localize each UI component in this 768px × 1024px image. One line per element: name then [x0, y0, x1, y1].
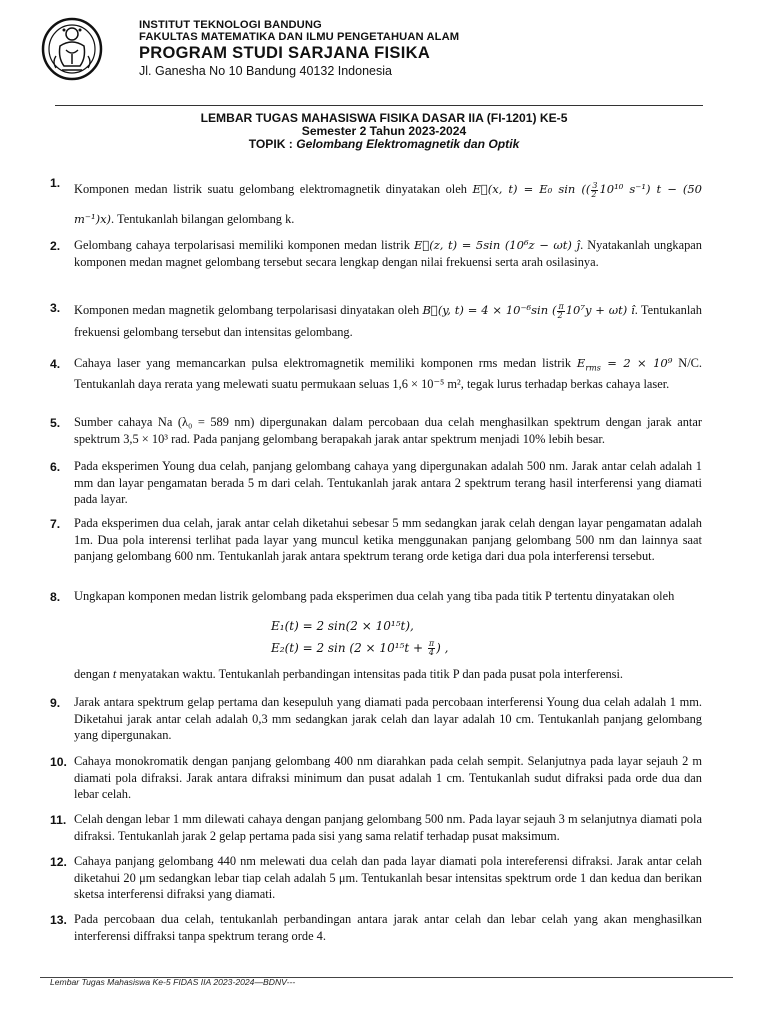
question-text: Pada eksperimen dua celah, jarak antar celah diketahui sebesar 5 mm sedangkan jarak celah dengan layar pengamatan adalah 1m. Dua pola interensi terlihat pada layar yang muncul ketika menggunakan panjang gelombang 500 nm dan lainnya saat panjang gelombang 600 nm. Tentukanlah jarak antara spektrum terang orde ketiga dari dua pola interferensi tersebut.: [74, 516, 702, 563]
question-text: Cahaya panjang gelombang 440 nm melewati dua celah dan pada layar diamati pola intereferensi difraksi. Jarak antar celah diketahui 20 μm sedangkan lebar tiap celah adalah 5 μm. Tentukanlah besar intensitas spektrum orde 1 dan kedua dan berikan sketsa interferensi difraksi yang diamati.: [74, 854, 702, 901]
question-7: [50, 515, 702, 565]
question-5: [50, 414, 702, 448]
question-number: 6.: [50, 460, 61, 474]
question-2: [50, 237, 702, 271]
question-12: [50, 853, 702, 903]
question-number: 3.: [50, 301, 61, 315]
topic-line: [0, 138, 768, 151]
question-text: Gelombang cahaya terpolarisasi memiliki komponen medan listrik E⃗(z, t) = 5sin (10⁶z − ωt) ĵ. Nyatakanlah ungkapan komponen medan magnet gelombang tersebut secara lengkap dengan nilai frekuensi serta arah osilasinya.: [74, 238, 702, 269]
equation-e2: E₂(t) = 2 sin (2 × 10¹⁵t + $\frac{\pi}{4}$ ) ,: [271, 639, 449, 657]
question-10: [50, 753, 702, 803]
question-number: 12.: [50, 855, 67, 869]
institution-header: [139, 19, 459, 79]
question-text: Ungkapan komponen medan listrik gelombang pada eksperimen dua celah yang tiba pada titik P tertentu dinyatakan oleh: [74, 589, 675, 603]
question-8: [50, 588, 702, 605]
semester-label: Semester 2 Tahun 2023-2024: [301, 124, 467, 138]
question-text: Cahaya laser yang memancarkan pulsa elektromagnetik memiliki komponen rms medan listrik $E_{rms} = 2 \times 10^9$ N/C. Tentukanlah daya rerata yang melewati suatu permukaan seluas 1,6 × 10⁻⁵ m², tegak lurus terhadap berkas cahaya laser.: [74, 356, 702, 392]
question-number: 1.: [50, 176, 61, 190]
question-number: 9.: [50, 696, 61, 710]
program-name: PROGRAM STUDI SARJANA FISIKA: [139, 44, 431, 62]
question-text: dengan t menyatakan waktu. Tentukanlah perbandingan intensitas pada titik P dan pada pusat pola interferensi.: [74, 667, 623, 681]
question-number: 11.: [50, 813, 67, 827]
equation: E⃗(x, t) = E₀ sin (( $\frac{3}{2}$ 10¹⁰ s⁻¹) t − (50 m⁻¹)x): [74, 180, 703, 226]
question-8-continued: [50, 666, 702, 683]
question-number: 10.: [50, 755, 67, 769]
question-13: [50, 911, 702, 944]
question-6: [50, 458, 702, 508]
question-number: 2.: [50, 239, 61, 253]
sheet-title-block: [0, 112, 768, 151]
question-number: 8.: [50, 590, 61, 604]
itb-ganesha-logo: [40, 16, 104, 82]
equation: E⃗(z, t) = 5sin (10⁶z − ωt) ĵ: [413, 238, 581, 252]
question-text: Jarak antara spektrum gelap pertama dan kesepuluh yang diamati pada percobaan interferensi Young dua celah adalah 1 mm. Diketahui jarak antar celah adalah 0,3 mm sedangkan jarak celah dan layar adalah 10 cm. Tentukanlah panjang gelombang yang dipergunakan.: [74, 695, 702, 742]
question-11: [50, 811, 702, 844]
footer-text: Lembar Tugas Mahasiswa Ke-5 FIDAS IIA 2023-2024—BDNV---: [50, 977, 296, 987]
question-9: [50, 694, 702, 744]
header-divider: [55, 105, 703, 106]
question-8-equations: [271, 616, 448, 658]
question-text: Komponen medan listrik suatu gelombang elektromagnetik dinyatakan oleh E⃗(x, t) = E₀ sin (( $\frac{3}{2}$ 10¹⁰ s⁻¹) t − (50 m⁻¹)x). Tentukanlah bilangan gelombang k.: [74, 180, 703, 226]
equation-e1: E₁(t) = 2 sin(2 × 10¹⁵t),: [271, 619, 414, 633]
question-number: 5.: [50, 416, 61, 430]
question-text: Celah dengan lebar 1 mm dilewati cahaya dengan panjang gelombang 500 nm. Pada layar sejauh 3 m selanjutnya diamati pola difraksi. Tentukanlah jarak 2 gelap pertama pada sisi yang sama relatif terhadap pusat maksimum.: [74, 812, 702, 843]
question-text: Sumber cahaya Na (λ₀ = 589 nm) dipergunakan dalam percobaan dua celah menghasilkan spektrum dengan jarak antar spektrum 3,5 × 10³ rad. Pada panjang gelombang berapakah jarak antar spektrum menjadi 10% lebih besar.: [74, 415, 702, 446]
question-4: [50, 355, 702, 392]
question-1: [50, 174, 702, 234]
question-3: [50, 299, 702, 343]
question-number: 13.: [50, 913, 67, 927]
question-text: Pada percobaan dua celah, tentukanlah perbandingan antara jarak antar celah dan lebar celah yang akan menghasilkan interferensi diffraksi tanpa spektrum terang orde 4.: [74, 912, 702, 943]
faculty-name: FAKULTAS MATEMATIKA DAN ILMU PENGETAHUAN ALAM: [139, 31, 460, 43]
question-text: Cahaya monokromatik dengan panjang gelombang 400 nm diarahkan pada celah sempit. Selanjutnya pada layar sejauh 2 m diamati pola difraksi. Jarak antara difraksi minimum dan pusat adalah 1 cm. Tentukanlah sudut difraksi pada orde dua dan lebar celah.: [74, 754, 702, 801]
equation: B⃗(y, t) = 4 × 10⁻⁶sin ( $\frac{\pi}{2}$ 10⁷y + ωt) î: [422, 301, 635, 320]
question-number: 4.: [50, 357, 61, 371]
question-text: Komponen medan magnetik gelombang terpolarisasi dinyatakan oleh B⃗(y, t) = 4 × 10⁻⁶sin ( $\frac{\pi}{2}$ 10⁷y + ωt) î. Tentukanlah frekuensi gelombang tersebut dan intensitas gelombang.: [74, 301, 702, 339]
institution-name: INSTITUT TEKNOLOGI BANDUNG: [139, 19, 322, 31]
address: Jl. Ganesha No 10 Bandung 40132 Indonesia: [139, 64, 392, 78]
question-number: 7.: [50, 517, 61, 531]
topic-label: TOPIK :: [248, 137, 297, 151]
sheet-title: LEMBAR TUGAS MAHASISWA FISIKA DASAR IIA (FI-1201) KE-5: [200, 111, 568, 125]
topic-value: Gelombang Elektromagnetik dan Optik: [296, 137, 520, 151]
question-text: Pada eksperimen Young dua celah, panjang gelombang cahaya yang dipergunakan adalah 500 nm. Jarak antar celah adalah 1 mm dan layar pengamatan berada 5 m dari celah. Tentukanlah jarak antara 2 spektrum terang hasil interferensi yang diamati pada layar.: [74, 459, 702, 506]
equation: $E_{rms} = 2 \times 10^9$: [576, 356, 673, 373]
